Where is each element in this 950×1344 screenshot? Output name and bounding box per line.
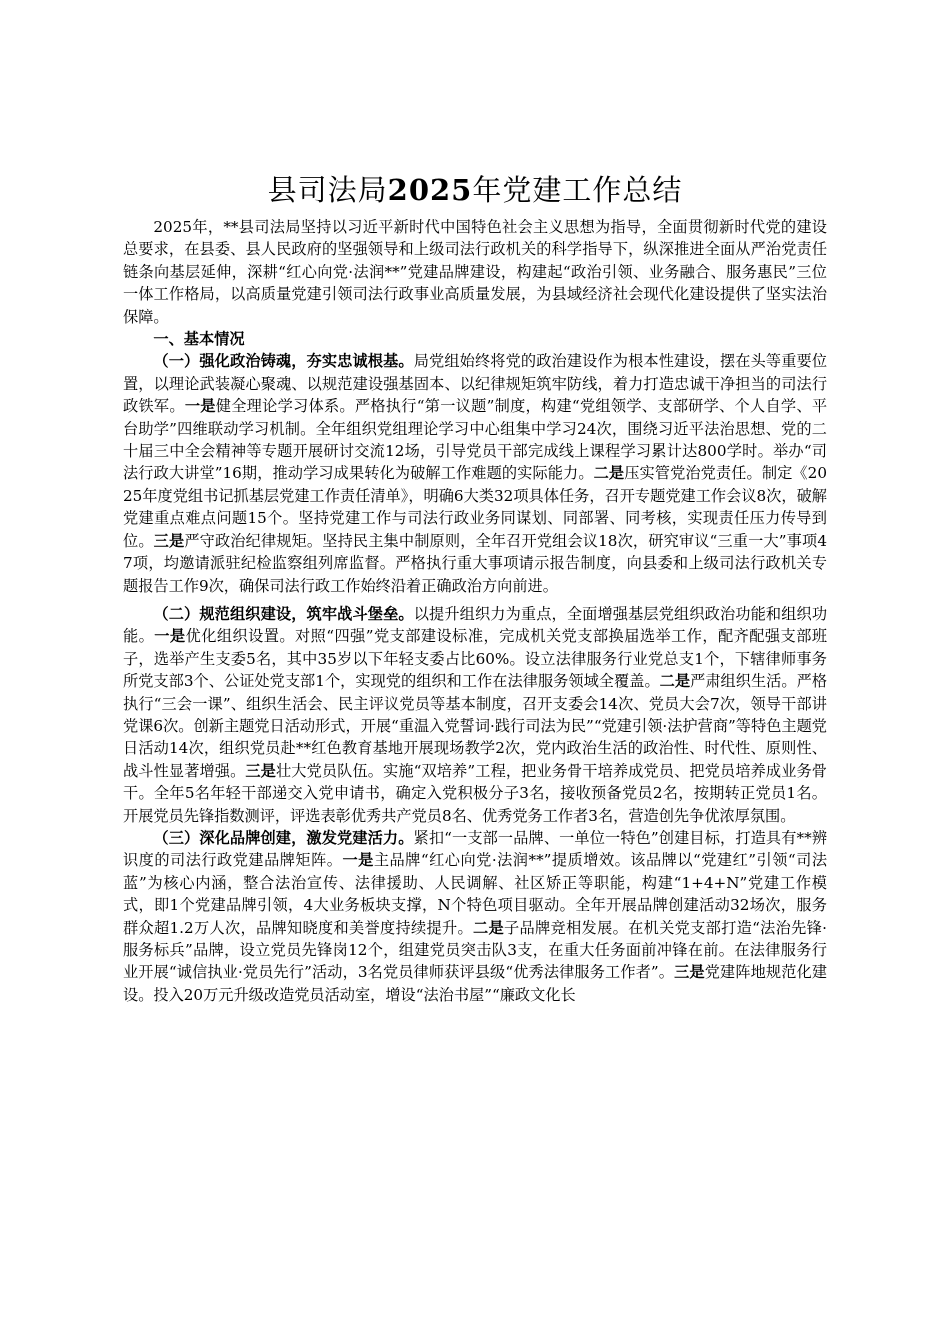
subsection-2-keyword-2: 二是 bbox=[659, 672, 691, 691]
subsection-2-text-4: 壮大党员队伍。实施“双培养”工程，把业务骨干培养成党员、把党员培养成业务骨干。全年5名年轻干部递交入党申请书，确定入党积极分子3名，接收预备党员2名，按期转正党员1名。开展党员先锋指数测评，评选表彰优秀共产党员8名、优秀党务工作者3名，营造创先争优浓厚氛围。 bbox=[123, 761, 827, 825]
subsection-3-keyword-2: 二是 bbox=[473, 918, 505, 937]
subsection-2-text-3: 严肃组织生活。严格执行“三会一课”、组织生活会、民主评议党员等基本制度，召开支委会14次、党员大会7次，领导干部讲党课6次。创新主题党日活动形式，开展“重温入党誓词·践行司法为民”“党建引领·法护营商”等特色主题党日活动14次，组织党员赴**红色教育基地开展现场教学2次，党内政治生活的政治性、时代性、原则性、战斗性显著增强。 bbox=[123, 672, 828, 780]
subsection-1-heading: （一）强化政治铸魂，夯实忠诚根基。 bbox=[153, 352, 414, 371]
document-page bbox=[123, 170, 827, 1006]
subsection-1-keyword-2: 二是 bbox=[593, 464, 625, 483]
subsection-3-keyword-1: 一是 bbox=[342, 851, 374, 870]
subsection-3-text-1: 紧扣“一支部一品牌、一单位一特色”创建目标，打造具有**辨识度的司法行政党建品牌矩阵。 bbox=[123, 828, 828, 870]
subsection-3-text-2: 主品牌“红心向党·法润**”提质增效。该品牌以“党建红”引领“司法蓝”为核心内涵，整合法治宣传、法律援助、人民调解、社区矫正等职能，构建“1+4+N”党建工作模式，即1个党建品牌引领，4大业务板块支撑，N个特色项目驱动。全年开展品牌创建活动32场次，服务群众超1.2万人次，品牌知晓度和美誉度持续提升。 bbox=[123, 851, 828, 937]
subsection-1-keyword-3: 三是 bbox=[153, 531, 185, 550]
subsection-3-text-3: 子品牌竞相发展。在机关党支部打造“法治先锋·服务标兵”品牌，设立党员先锋岗12个，组建党员突击队3支，在重大任务面前冲锋在前。在法律服务行业开展“诚信执业·党员先行”活动，3名党员律师获评县级“优秀法律服务工作者”。 bbox=[123, 918, 828, 982]
subsection-1-paragraph bbox=[123, 350, 827, 596]
title-year: 2025 bbox=[387, 173, 473, 207]
subsection-2-keyword-3: 三是 bbox=[245, 761, 276, 780]
title-prefix: 县司法局 bbox=[267, 173, 388, 207]
subsection-3-heading: （三）深化品牌创建，激发党建活力。 bbox=[153, 828, 414, 847]
subsection-1-text-2: 健全理论学习体系。严格执行“第一议题”制度，构建“党组领学、支部研学、个人自学、平台助学”四维联动学习机制。全年组织党组理论学习中心组集中学习24次，围绕习近平法治思想、党的二十届三中全会精神等专题开展研讨交流12场，引导党员干部完成线上课程学习累计达800学时。举办“司法行政大讲堂”16期，推动学习成果转化为破解工作难题的实际能力。 bbox=[123, 397, 828, 483]
title-suffix: 年党建工作总结 bbox=[472, 173, 683, 207]
subsection-3-paragraph bbox=[123, 827, 827, 1006]
subsection-1-keyword-1: 一是 bbox=[184, 397, 216, 416]
subsection-2-heading: （二）规范组织建设，筑牢战斗堡垒。 bbox=[153, 604, 414, 623]
section-heading-basic-situation: 一、基本情况 bbox=[153, 330, 245, 349]
subsection-2-keyword-1: 一是 bbox=[154, 627, 186, 646]
subsection-2-text-2: 优化组织设置。对照“四强”党支部建设标准，完成机关党支部换届选举工作，配齐配强支部班子，选举产生支委5名，其中35岁以下年轻支委占比60%。设立法律服务行业党总支1个，下辖律师事务所党支部3个、公证处党支部1个，实现党的组织和工作在法律服务领域全覆盖。 bbox=[123, 627, 828, 691]
subsection-1-text-3: 压实管党治党责任。制定《2025年度党组书记抓基层党建工作责任清单》，明确6大类32项具体任务，召开专题党建工作会议8次，破解党建重点难点问题15个。坚持党建工作与司法行政业务同谋划、同部署、同考核，实现责任压力传导到位。 bbox=[123, 464, 828, 550]
document-title bbox=[123, 170, 827, 210]
subsection-2-text-1: 以提升组织力为重点，全面增强基层党组织政治功能和组织功能。 bbox=[123, 604, 828, 646]
subsection-2-paragraph bbox=[123, 603, 827, 827]
subsection-3-text-4: 党建阵地规范化建设。投入20万元升级改造党员活动室，增设“法治书屋”“廉政文化长 bbox=[123, 963, 828, 1004]
subsection-1-text-1: 局党组始终将党的政治建设作为根本性建设，摆在头等重要位置，以理论武装凝心聚魂、以规范建设强基固本、以纪律规矩筑牢防线，着力打造忠诚干净担当的司法行政铁军。 bbox=[123, 352, 828, 416]
intro-paragraph: 2025年，**县司法局坚持以习近平新时代中国特色社会主义思想为指导，全面贯彻新时代党的建设总要求，在县委、县人民政府的坚强领导和上级司法行政机关的科学指导下，纵深推进全面从严治党责任链条向基层延伸，深耕“红心向党·法润**”党建品牌建设，构建起“政治引领、业务融合、服务惠民”三位一体工作格局，以高质量党建引领司法行政事业高质量发展，为县域经济社会现代化建设提供了坚实法治保障。 bbox=[123, 218, 827, 326]
subsection-1-text-4: 严守政治纪律规矩。坚持民主集中制原则，全年召开党组会议18次，研究审议“三重一大”事项47项，均邀请派驻纪检监察组列席监督。严格执行重大事项请示报告制度，向县委和上级司法行政机关专题报告工作9次，确保司法行政工作始终沿着正确政治方向前进。 bbox=[123, 531, 827, 595]
subsection-3-keyword-3: 三是 bbox=[674, 963, 705, 982]
